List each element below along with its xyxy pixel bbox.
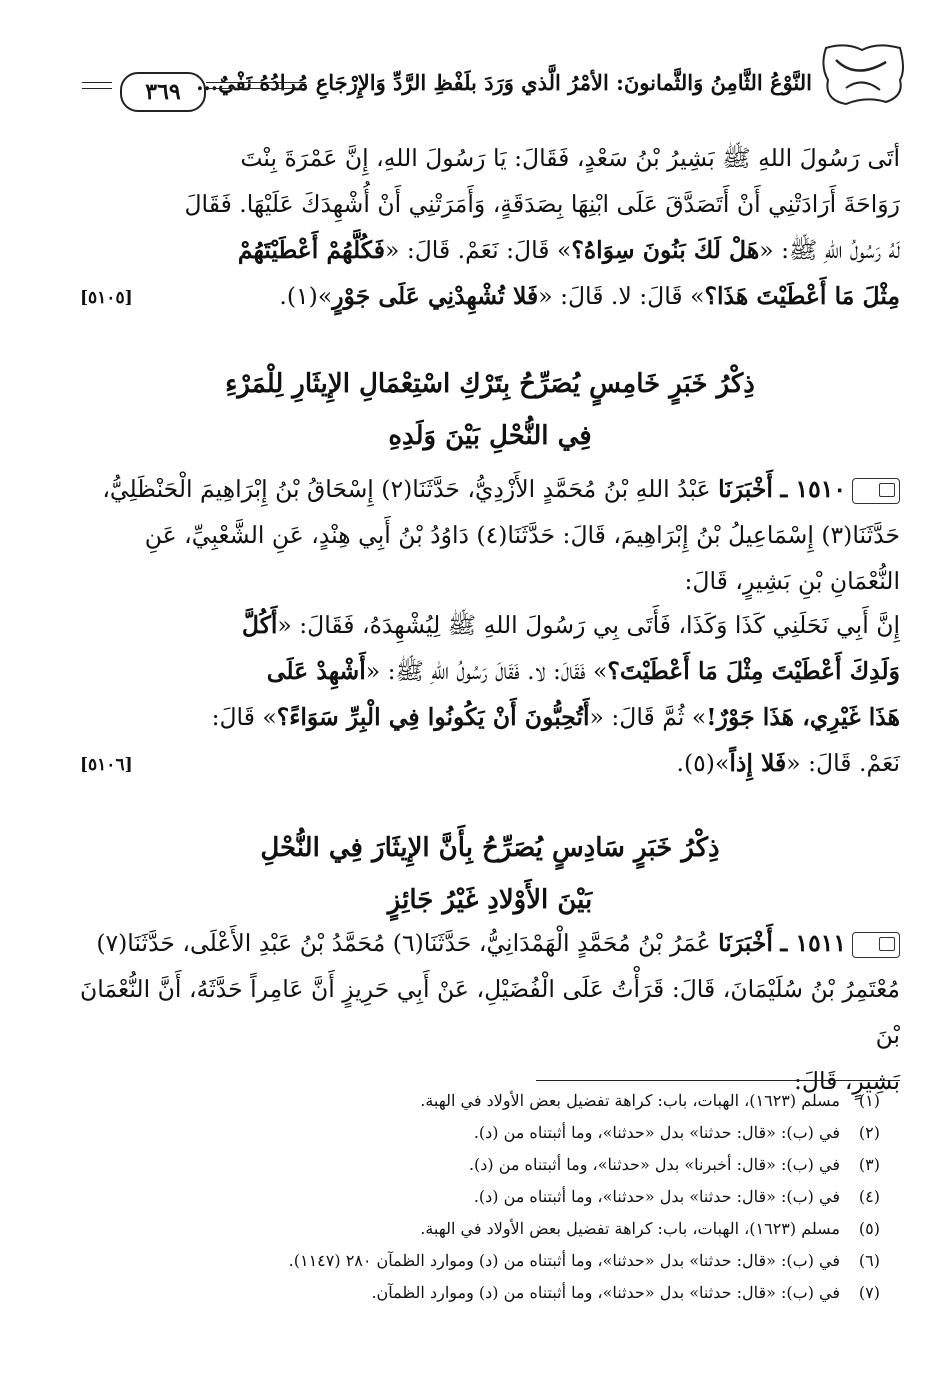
text-line	[80, 648, 900, 694]
footnote-text: في (ب): «قال: أخبرنا» بدل «حدثنا»، وما أثبتناه من (د).	[468, 1155, 840, 1174]
hadith-1510-isnad	[80, 466, 900, 604]
footnote-item	[100, 1213, 880, 1245]
hadith-marker-icon	[852, 932, 900, 958]
text-span: عَبْدُ اللهِ بْنُ مُحَمَّدٍ الأَزْدِيُّ، حَدَّثَنَا(٢) إِسْحَاقُ بْنُ إِبْرَاهِيمَ الْحَنْظَلِيُّ،	[102, 475, 719, 503]
hadith-1510-matn	[80, 602, 900, 788]
text-line: أتَى رَسُولَ اللهِ ﷺ بَشِيرُ بْنُ سَعْدٍ، فَقَالَ: يَا رَسُولَ اللهِ، إِنَّ عَمْرَةَ بِنْتَ	[240, 144, 900, 172]
footnote-number: (٤)	[858, 1187, 880, 1206]
text-span: لَهُ رَسُولُ اللهِ ﷺ: «	[759, 236, 900, 264]
footnote-text: في (ب): «قال: حدثنا» بدل «حدثنا»، وما أثبتناه من (د) وموارد الظمآن ٢٨٠ (١١٤٧).	[288, 1251, 840, 1270]
footnote-item	[100, 1085, 880, 1117]
footnote-text: مسلم (١٦٢٣)، الهبات، باب: كراهة تفضيل بعض الأولاد في الهبة.	[420, 1091, 840, 1110]
hadith-number: ١٥١٠ ـ	[780, 475, 846, 503]
heading-line: ذِكْرُ خَبَرٍ سَادِسٍ يُصَرِّحُ بِأَنَّ الإِيثَارَ فِي النُّحْلِ	[260, 833, 720, 863]
text-line: حَدَّثَنَا(٣) إِسْمَاعِيلُ بْنُ إِبْرَاهِيمَ، قَالَ: حَدَّثَنَا(٤) دَاوُدُ بْنُ أَبِي هِنْدٍ، عَنِ الشَّعْبِيِّ، عَنِ	[144, 521, 900, 549]
footnote-item	[100, 1245, 880, 1277]
text-span: نَعَمْ. قَالَ: «	[786, 749, 900, 777]
heading-line: فِي النُّحْلِ بَيْنَ وَلَدِهِ	[388, 421, 592, 451]
footnote-item	[100, 1149, 880, 1181]
footnote-marker: »(٥).	[676, 749, 730, 777]
prophet-quote: أَكُلَّ	[241, 611, 278, 639]
text-span: عُمَرُ بْنُ مُحَمَّدٍ الْهَمْدَانِيُّ، حَدَّثَنَا(٦) مُحَمَّدُ بْنُ عَبْدِ الأَعْلَى، حَدَّثَنَا(٧)	[96, 929, 719, 957]
text-span: » قَالَ: نَعَمْ. قَالَ: «	[384, 236, 572, 264]
footnote-text: مسلم (١٦٢٣)، الهبات، باب: كراهة تفضيل بعض الأولاد في الهبة.	[420, 1219, 840, 1238]
footnote-number: (٣)	[858, 1155, 880, 1174]
footnote-item	[100, 1181, 880, 1213]
text-line: رَوَاحَةَ أَرَادَتْنِي أَنْ أَتَصَدَّقَ عَلَى ابْنِهَا بِصَدَقَةٍ، وَأَمَرَتْنِي أَنْ أُشْهِدَكَ عَلَيْهَا. فَقَالَ	[184, 190, 900, 218]
hadith-text-1509-end	[80, 135, 900, 321]
prophet-quote: فَكُلَّهُمْ أَعْطَيْتَهُمْ	[237, 236, 385, 264]
heading-line: ذِكْرُ خَبَرٍ خَامِسٍ يُصَرِّحُ بِتَرْكِ اسْتِعْمَالِ الإِيثَارِ لِلْمَرْءِ	[225, 369, 755, 399]
footnote-marker: »(١).	[279, 282, 333, 310]
header-rule-right-2	[206, 88, 306, 89]
hadith-marker-icon	[852, 478, 900, 504]
text-span: إِنَّ أَبِي نَحَلَنِي كَذَا وَكَذَا، فَأَتَى بِي رَسُولَ اللهِ ﷺ لِيُشْهِدَهُ، فَقَالَ: «	[277, 611, 900, 639]
prophet-quote: أَشْهِدْ عَلَى	[266, 657, 366, 685]
prophet-quote: هَذَا غَيْرِي، هَذَا جَوْرٌ!	[706, 703, 900, 731]
chapter-heading-2	[80, 822, 900, 926]
footnote-number: (٢)	[858, 1123, 880, 1142]
text-line	[80, 227, 900, 273]
footnote-text: في (ب): «قال: حدثنا» بدل «حدثنا»، وما أثبتناه من (د).	[473, 1123, 840, 1142]
publisher-logo	[816, 40, 908, 108]
text-span: » قَالَ:	[211, 703, 277, 731]
text-line	[80, 694, 900, 740]
footnote-text: في (ب): «قال: حدثنا» بدل «حدثنا»، وما أثبتناه من (د) وموارد الظمآن.	[371, 1283, 840, 1302]
footnote-item	[100, 1277, 880, 1309]
text-line	[80, 466, 900, 512]
header-rule-right	[206, 82, 306, 83]
text-span: » قَالَ: لا. قَالَ: «	[538, 282, 705, 310]
footnote-number: (٧)	[858, 1283, 880, 1302]
page-header	[72, 40, 908, 110]
prophet-quote: وَلَدِكَ أَعْطَيْتَ مِثْلَ مَا أَعْطَيْتَ؟	[607, 657, 900, 685]
hadith-1511-isnad	[80, 920, 900, 1104]
prophet-quote: مِثْلَ مَا أَعْطَيْتَ هَذَا؟	[704, 282, 900, 310]
text-line	[80, 920, 900, 966]
running-title: النَّوْعُ الثَّامِنُ وَالثَّمانونَ: الأمْرُ الَّذي وَرَدَ بلَفْظِ الرَّدِّ وَالإِرْجَاعِ مُرادُهُ نَفْيٌ...	[196, 70, 812, 95]
hadith-number: ١٥١١ ـ	[780, 929, 846, 957]
footnote-divider	[536, 1080, 900, 1081]
text-line: بَشِيرٍ، قَالَ:	[793, 1067, 900, 1095]
text-line: مُعْتَمِرُ بْنُ سُلَيْمَانَ، قَالَ: قَرَأْتُ عَلَى الْفُضَيْلِ، عَنْ أَبِي حَرِيزٍ أَنَّ عَامِراً حَدَّثَهُ، أَنَّ النُّعْمَانَ بْنَ	[80, 975, 900, 1049]
header-rule-left	[82, 82, 112, 83]
footnotes	[100, 1085, 880, 1309]
footnote-text: في (ب): «قال: حدثنا» بدل «حدثنا»، وما أثبتناه من (د).	[473, 1187, 840, 1206]
text-span: » فَقَالَ: لا. فَقَالَ رَسُولُ اللهِ ﷺ: «	[365, 657, 608, 685]
prophet-quote: أَتُحِبُّونَ أَنْ يَكُونُوا فِي الْبِرِّ سَوَاءً؟	[276, 703, 590, 731]
akhbarana-word: أَخْبَرَنَا	[718, 475, 773, 503]
hadith-reference-number: [٥١٠٥]	[80, 288, 133, 308]
header-rule-left-2	[82, 88, 112, 89]
text-span: » ثُمَّ قَالَ: «	[589, 703, 707, 731]
text-line: النُّعْمَانِ بْنِ بَشِيرٍ، قَالَ:	[684, 567, 900, 595]
hadith-reference-number: [٥١٠٦]	[80, 755, 133, 775]
footnote-number: (١)	[858, 1091, 880, 1110]
page-number: ٣٦٩	[120, 72, 206, 112]
heading-line: بَيْنَ الأَوْلادِ غَيْرُ جَائِزٍ	[387, 885, 593, 915]
text-line	[80, 602, 900, 648]
prophet-quote: هَلْ لَكَ بَنُونَ سِوَاهُ؟	[571, 236, 760, 264]
prophet-quote: فَلا تُشْهِدْنِي عَلَى جَوْرٍ	[332, 282, 539, 310]
prophet-quote: فَلا إِذاً	[729, 749, 787, 777]
footnote-item	[100, 1117, 880, 1149]
footnote-number: (٥)	[858, 1219, 880, 1238]
footnote-number: (٦)	[858, 1251, 880, 1270]
akhbarana-word: أَخْبَرَنَا	[718, 929, 773, 957]
chapter-heading-1	[80, 358, 900, 462]
